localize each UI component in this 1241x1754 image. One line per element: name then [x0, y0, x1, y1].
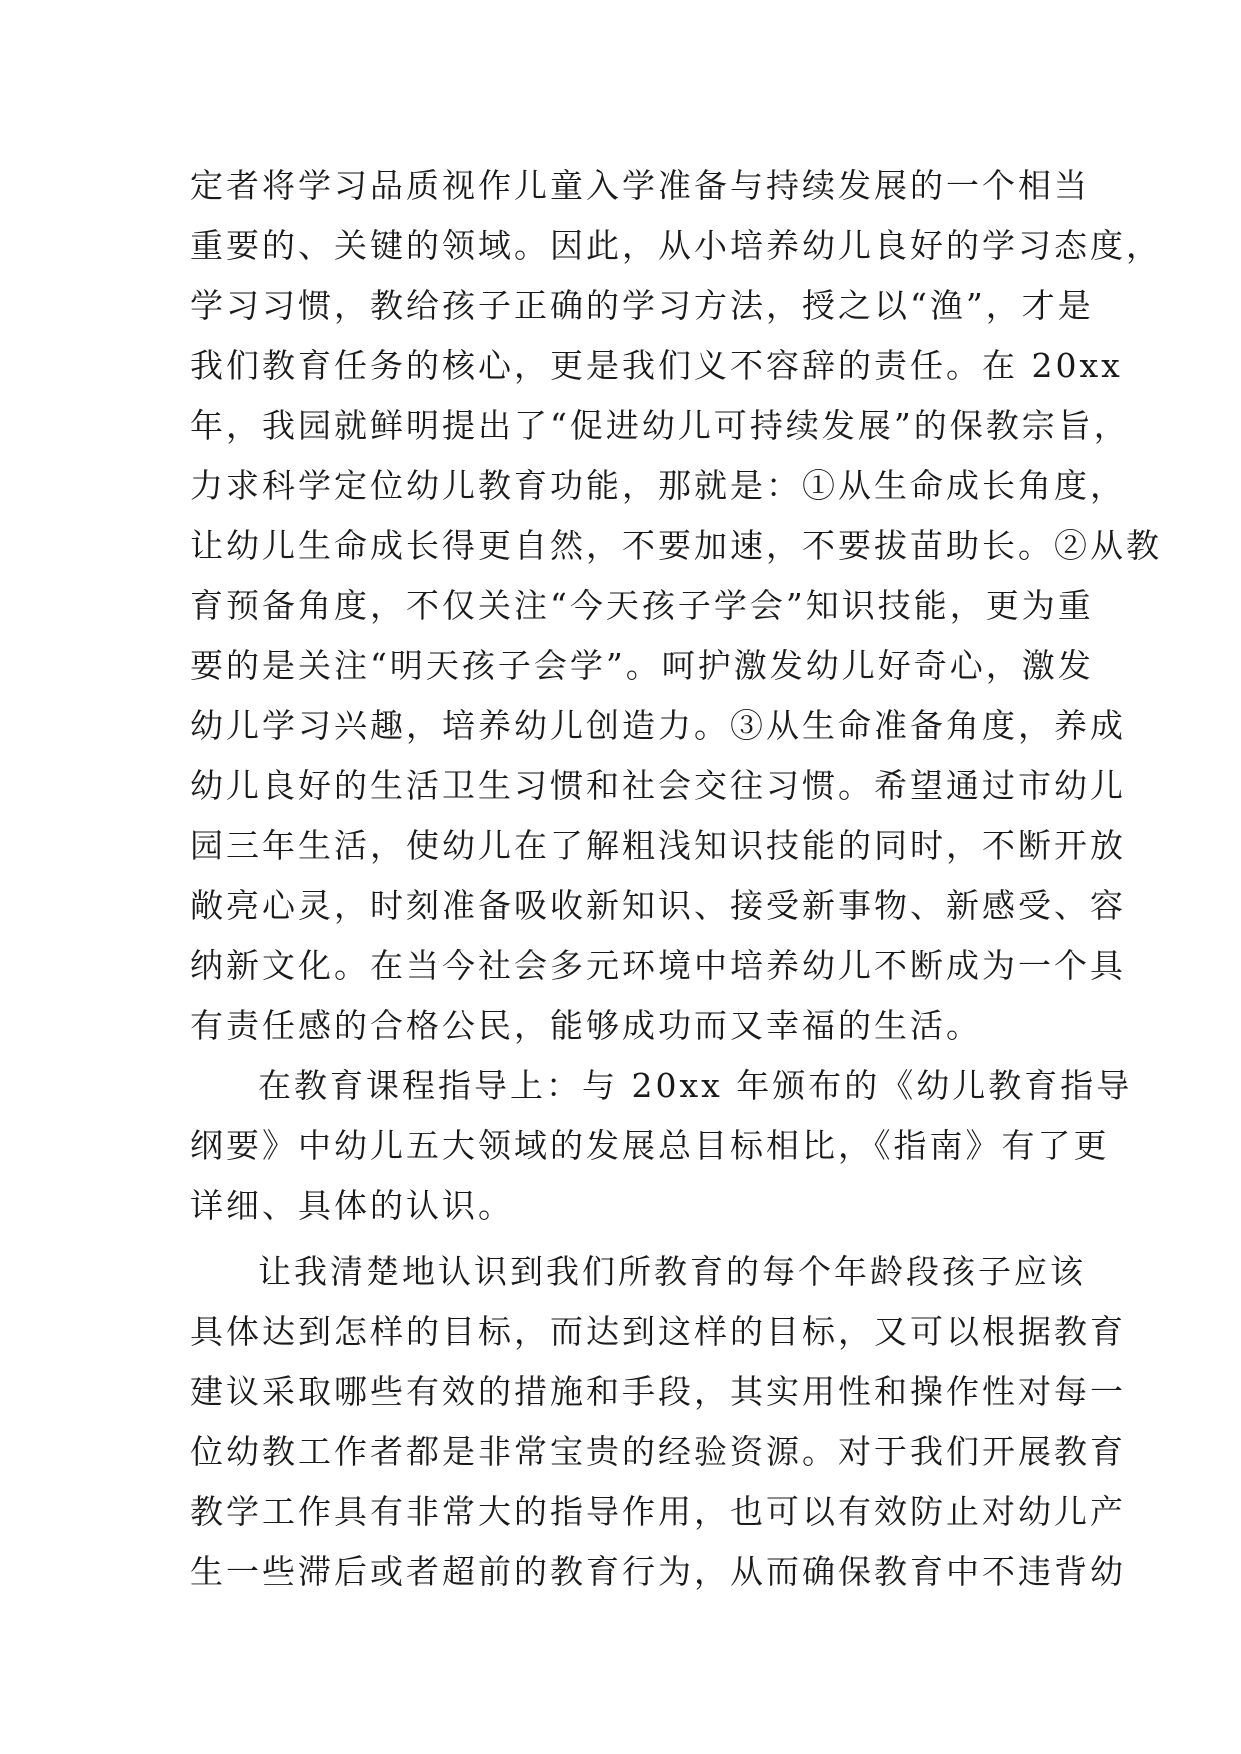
text-line: 敞亮心灵，时刻准备吸收新知识、接受新事物、新感受、容	[190, 886, 1126, 925]
text-line: 有责任感的合格公民，能够成功而又幸福的生活。	[190, 1006, 982, 1045]
text-line: 建议采取哪些有效的措施和手段，其实用性和操作性对每一	[190, 1372, 1126, 1411]
text-line: 幼儿良好的生活卫生习惯和社会交往习惯。希望通过市幼儿	[190, 766, 1126, 805]
text-line: 学习习惯，教给孩子正确的学习方法，授之以“渔”，才是	[190, 286, 1094, 325]
text-line: 要的是关注“明天孩子会学”。呵护激发幼儿好奇心，激发	[190, 646, 1094, 685]
text-line: 园三年生活，使幼儿在了解粗浅知识技能的同时，不断开放	[190, 826, 1126, 865]
text-line: 纳新文化。在当今社会多元环境中培养幼儿不断成为一个具	[190, 946, 1126, 985]
text-line: 力求科学定位幼儿教育功能，那就是：①从生命成长角度，	[190, 466, 1126, 505]
text-line: 教学工作具有非常大的指导作用，也可以有效防止对幼儿产	[190, 1492, 1126, 1531]
text-line: 年，我园就鲜明提出了“促进幼儿可持续发展”的保教宗旨，	[190, 406, 1130, 445]
text-line: 位幼教工作者都是非常宝贵的经验资源。对于我们开展教育	[190, 1432, 1126, 1471]
text-line: 详细、具体的认识。	[190, 1186, 514, 1225]
text-line: 我们教育任务的核心，更是我们义不容辞的责任。在 20xx	[190, 346, 1123, 385]
text-line: 让幼儿生命成长得更自然，不要加速，不要拔苗助长。②从教	[190, 526, 1162, 565]
paragraph-first-line: 在教育课程指导上：与 20xx 年颁布的《幼儿教育指导	[258, 1066, 1133, 1105]
text-line: 生一些滞后或者超前的教育行为，从而确保教育中不违背幼	[190, 1552, 1126, 1591]
paragraph-first-line: 让我清楚地认识到我们所教育的每个年龄段孩子应该	[258, 1252, 1086, 1291]
text-line: 具体达到怎样的目标，而达到这样的目标，又可以根据教育	[190, 1312, 1126, 1351]
text-line: 定者将学习品质视作儿童入学准备与持续发展的一个相当	[190, 166, 1090, 205]
text-line: 重要的、关键的领域。因此，从小培养幼儿良好的学习态度，	[190, 226, 1162, 265]
text-line: 幼儿学习兴趣，培养幼儿创造力。③从生命准备角度，养成	[190, 706, 1126, 745]
text-line: 纲要》中幼儿五大领域的发展总目标相比，《指南》有了更	[190, 1126, 1110, 1165]
document-body	[190, 156, 1162, 1602]
text-line: 育预备角度，不仅关注“今天孩子学会”知识技能，更为重	[190, 586, 1094, 625]
